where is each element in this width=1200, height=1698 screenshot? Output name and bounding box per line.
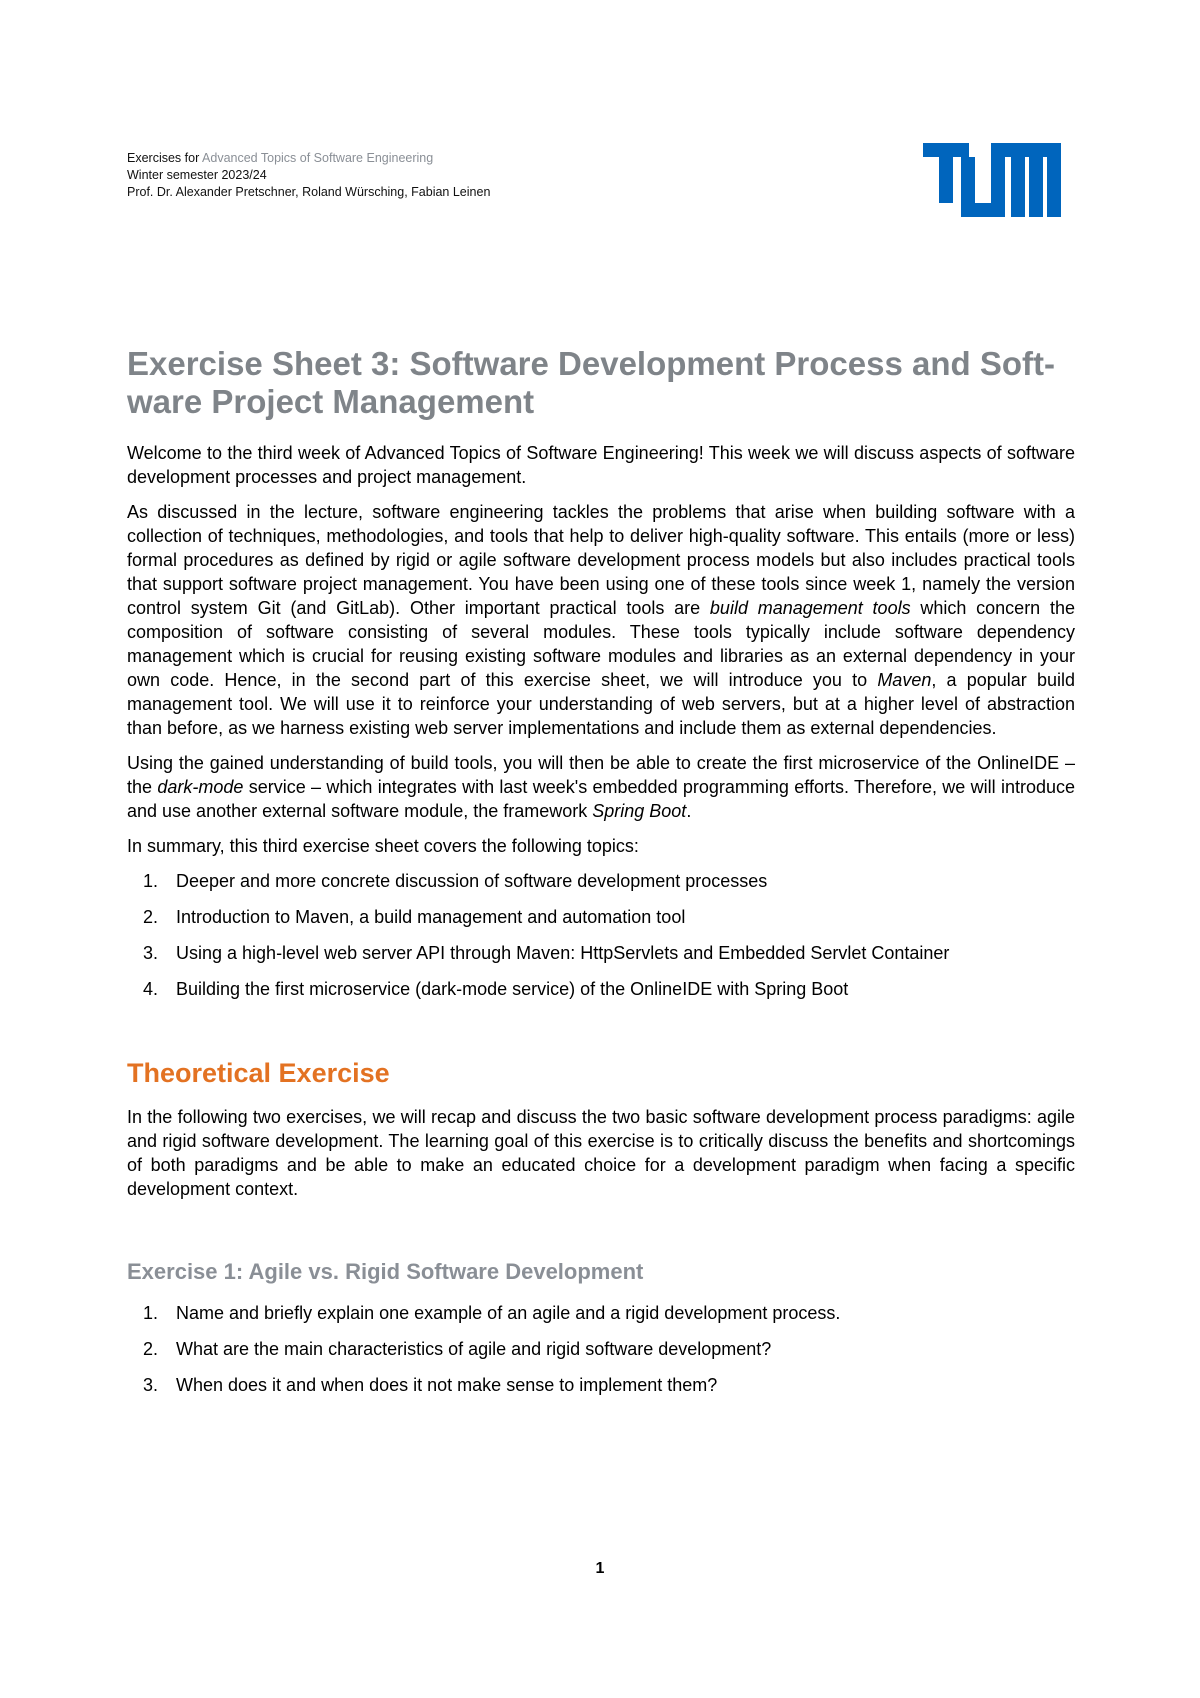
content bbox=[127, 345, 1075, 1409]
emphasis-dark-mode: dark-mode bbox=[157, 777, 244, 797]
topics-list bbox=[127, 869, 1075, 1001]
intro-paragraph-3: Using the gained understanding of build tools, you will then be able to create the first microservice of the OnlineIDE – the dark-mode service – which integrates with last week's embedded programming efforts. Therefore, we will introduce and use another external software module, the framework Spring Boot. bbox=[127, 753, 1075, 821]
tum-logo bbox=[923, 143, 1061, 217]
course-line: Exercises for Advanced Topics of Software Engineering bbox=[127, 151, 434, 165]
list-item: 2. What are the main characteristics of agile and rigid software development? bbox=[143, 1339, 772, 1359]
intro-paragraph-2: As discussed in the lecture, software engineering tackles the problems that arise when building software with a collection of techniques, methodologies, and tools that help to deliver high-quality software. This entails (more or less) formal procedures as defined by rigid or agile software development process models but also includes practical tools that support software project management. You have been using one of these tools since week 1, namely the version control system Git (and GitLab). Other important practical tools are build management tools which concern the composition of software consisting of several modules. These tools typically include software dependency management which is crucial for reusing existing software modules and libraries as an external dependency in your own code. Hence, in the second part of this exercise sheet, we will introduce you to Maven, a popular build management tool. We will use it to reinforce your understanding of web servers, but at a higher level of abstraction than before, as we harness existing web server implementations and include them as external dependencies. bbox=[127, 502, 1075, 738]
course-name: Advanced Topics of Software Engineering bbox=[202, 151, 434, 165]
list-item: 4. Building the first microservice (dark-mode service) of the OnlineIDE with Spring Boot bbox=[143, 979, 849, 999]
theoretical-paragraph: In the following two exercises, we will recap and discuss the two basic software development process paradigms: agile and rigid software development. The learning goal of this exercise is to critically discuss the benefits and shortcomings of both paradigms and be able to make an educated choice for a development paradigm when facing a specific development context. bbox=[127, 1107, 1075, 1199]
list-item: 1. Deeper and more concrete discussion of software development processes bbox=[143, 871, 768, 891]
header-meta bbox=[127, 150, 490, 201]
emphasis-spring-boot: Spring Boot bbox=[592, 801, 687, 821]
summary-intro: In summary, this third exercise sheet covers the following topics: bbox=[127, 836, 639, 856]
theoretical-heading: Theoretical Exercise bbox=[127, 1058, 390, 1088]
list-item: 1. Name and briefly explain one example of an agile and a rigid development process. bbox=[143, 1303, 841, 1323]
list-item: 3. Using a high-level web server API through Maven: HttpServlets and Embedded Servlet Container bbox=[143, 943, 950, 963]
emphasis-build-management-tools: build management tools bbox=[709, 598, 911, 618]
list-item: 3. When does it and when does it not make sense to implement them? bbox=[143, 1375, 718, 1395]
exercise-1-questions bbox=[127, 1301, 1075, 1397]
list-item: 2. Introduction to Maven, a build management and automation tool bbox=[143, 907, 686, 927]
page-title: Exercise Sheet 3: Software Development Process and Soft-ware Project Management bbox=[127, 345, 1055, 420]
semester: Winter semester 2023/24 bbox=[127, 168, 267, 182]
page-number: 1 bbox=[595, 1560, 605, 1577]
exercise-1-heading: Exercise 1: Agile vs. Rigid Software Development bbox=[127, 1259, 644, 1284]
emphasis-maven: Maven bbox=[877, 670, 932, 690]
intro-paragraph-1: Welcome to the third week of Advanced Topics of Software Engineering! This week we will discuss aspects of software development processes and project management. bbox=[127, 443, 1075, 487]
authors: Prof. Dr. Alexander Pretschner, Roland Würsching, Fabian Leinen bbox=[127, 185, 491, 199]
